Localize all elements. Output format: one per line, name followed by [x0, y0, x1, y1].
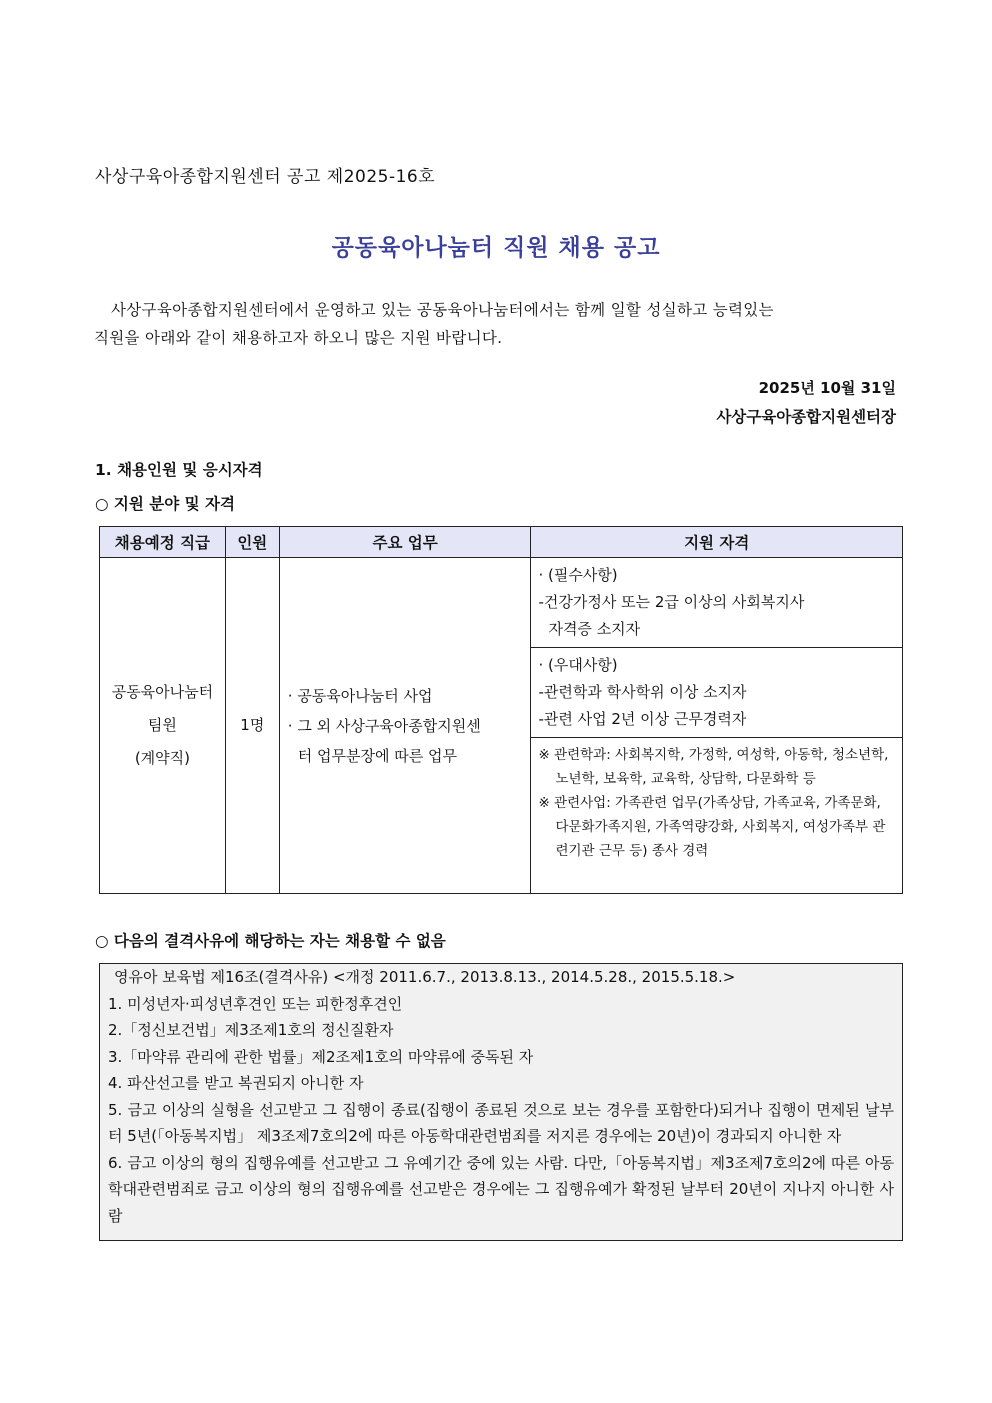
note-related-business: ※ 관련사업: 가족관련 업무(가족상담, 가족교육, 가족문화, 다문화가족지원, 가족역량강화, 사회복지, 여성가족부 관련기관 근무 등) 종사 경력 [538, 795, 886, 859]
section-heading-recruitment: 1. 채용인원 및 응시자격 [95, 461, 263, 479]
preferred-line: -관련학과 학사학위 이상 소지자 [538, 683, 747, 701]
disqualification-box [99, 963, 903, 1241]
headcount-cell: 1명 [225, 558, 279, 894]
page-title: 공동육아나눔터 직원 채용 공고 [331, 235, 661, 261]
subheading-qualifications: ○ 지원 분야 및 자격 [95, 495, 235, 513]
duty-line: 터 업무분장에 따른 업무 [297, 746, 457, 765]
disqualification-item: 2.「정신보건법」제3조제1호의 정신질환자 [108, 1021, 394, 1039]
intro-line-2: 직원을 아래와 같이 채용하고자 하오니 많은 지원 바랍니다. [94, 329, 503, 347]
duty-line: · 공동육아나눔터 사업 [287, 686, 433, 705]
preferred-qualifications-cell [531, 648, 903, 738]
position-line: 공동육아나눔터 [111, 683, 214, 701]
required-line: 자격증 소지자 [548, 620, 641, 638]
duty-line: · 그 외 사상구육아종합지원센 [287, 716, 481, 735]
required-qualifications-cell [531, 558, 903, 648]
disqualification-item: 1. 미성년자·피성년후견인 또는 피한정후견인 [108, 994, 403, 1013]
table-row [100, 558, 903, 648]
column-header-count: 인원 [225, 527, 279, 558]
disqualification-item: 4. 파산선고를 받고 복권되지 아니한 자 [108, 1074, 364, 1092]
disqualification-item: 6. 금고 이상의 형의 집행유예를 선고받고 그 유예기간 중에 있는 사람. 다만,「아동복지법」제3조제7호의2에 따른 아동학대관련범죄로 금고 이상의 형의 집행유예를 선고받은 경우에는 그 집행유예가 확정된 날부터 20년이 지나지 아니한 사람 [108, 1153, 894, 1225]
duties-cell [279, 558, 531, 894]
issuer-name: 사상구육아종합지원센터장 [716, 408, 896, 426]
notice-date: 2025년 10월 31일 [758, 379, 896, 397]
position-cell [100, 558, 226, 894]
column-header-qualifications: 지원 자격 [531, 527, 903, 558]
preferred-line: -관련 사업 2년 이상 근무경력자 [538, 710, 747, 728]
disqualification-item: 3.「마약류 관리에 관한 법률」제2조제1호의 마약류에 중독된 자 [108, 1047, 534, 1066]
preferred-title: · (우대사항) [538, 656, 618, 674]
disqualification-item: 5. 금고 이상의 실형을 선고받고 그 집행이 종료(집행이 종료된 것으로 보는 경우를 포함한다)되거나 집행이 면제된 날부터 5년(「아동복지법」 제3조제7호의2에 따른 아동학대관련범죄를 저지른 경우에는 20년)이 경과되지 아니한 자 [108, 1100, 894, 1145]
table-header-row [100, 527, 903, 558]
law-reference: 영유아 보육법 제16조(결격사유) <개정 2011.6.7., 2013.8.13., 2014.5.28., 2015.5.18.> [114, 968, 736, 986]
position-line: (계약직) [134, 749, 191, 767]
notes-cell [531, 738, 903, 894]
required-title: · (필수사항) [538, 566, 618, 584]
required-line: -건강가정사 또는 2급 이상의 사회복지사 [538, 593, 805, 611]
column-header-position: 채용예정 직급 [100, 527, 226, 558]
intro-paragraph [94, 296, 894, 352]
note-related-majors: ※ 관련학과: 사회복지학, 가정학, 여성학, 아동학, 청소년학, 노년학, 보육학, 교육학, 상담학, 다문화학 등 [538, 747, 889, 787]
position-line: 팀원 [147, 716, 177, 734]
subheading-disqualifications: ○ 다음의 결격사유에 해당하는 자는 채용할 수 없음 [95, 932, 446, 950]
intro-line-1: 사상구육아종합지원센터에서 운영하고 있는 공동육아나눔터에서는 함께 일할 성실하고 능력있는 [111, 301, 774, 319]
notice-number: 사상구육아종합지원센터 공고 제2025-16호 [95, 167, 436, 187]
column-header-duties: 주요 업무 [279, 527, 531, 558]
recruitment-table [99, 526, 903, 894]
